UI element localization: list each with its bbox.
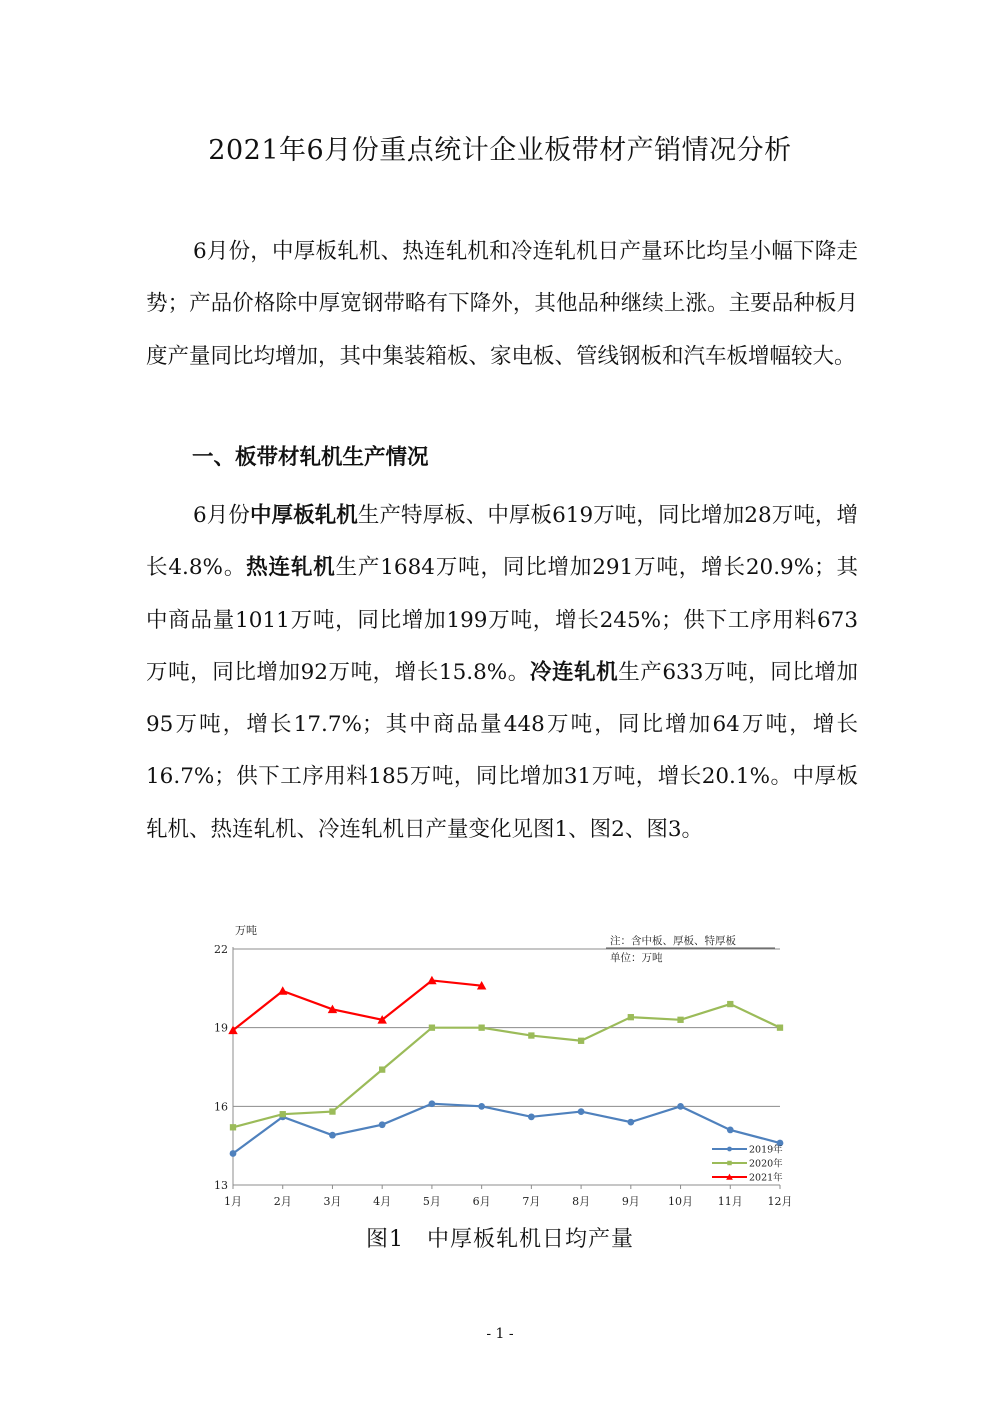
series-2019年 <box>230 1100 784 1157</box>
data-point <box>478 1025 484 1031</box>
data-point <box>478 1103 485 1110</box>
data-point <box>278 986 287 995</box>
data-point <box>628 1014 634 1020</box>
x-tick-label: 11月 <box>717 1195 743 1208</box>
data-point <box>329 1108 335 1114</box>
x-tick-label: 6月 <box>472 1195 491 1208</box>
x-tick-label: 1月 <box>224 1195 242 1208</box>
x-tick-label: 5月 <box>422 1195 441 1208</box>
data-point <box>677 1017 683 1023</box>
series-line <box>233 1104 780 1154</box>
y-tick-label: 19 <box>214 1021 228 1035</box>
data-point <box>727 1161 731 1165</box>
text-run: 生产633万吨，同比增加95万吨，增长17.7%；其中商品量448万吨，同比增加64万吨，增长16.7%；供下工序用料185万吨，同比增加31万吨，增长20.1%。中厚板轧机、热连轧机、冷连轧机日产量变化见图1、图2、图3。 <box>146 659 858 842</box>
x-tick-label: 10月 <box>668 1195 694 1208</box>
data-point <box>777 1025 783 1031</box>
data-point <box>429 1025 435 1031</box>
series-line <box>233 980 482 1030</box>
y-tick-label: 22 <box>214 943 228 956</box>
data-point <box>230 1150 237 1157</box>
data-point <box>280 1111 286 1117</box>
line-chart <box>190 920 810 1220</box>
data-point <box>727 1147 732 1152</box>
bold-term-hot-strip-mill: 热连轧机 <box>246 555 336 581</box>
data-point <box>429 1100 436 1107</box>
y-axis-label: 万吨 <box>235 924 257 937</box>
x-tick-label: 2月 <box>273 1195 292 1208</box>
data-point <box>230 1124 236 1130</box>
text-run: 生产特厚板、中厚板619万吨，同比增加28万吨，增长4.8%。 <box>146 503 858 581</box>
data-point <box>578 1108 585 1115</box>
data-point <box>528 1113 535 1120</box>
data-point <box>329 1132 336 1139</box>
data-point <box>727 1127 734 1134</box>
figure-caption: 图1 中厚板轧机日均产量 <box>366 1227 634 1252</box>
section-heading: 一、板带材轧机生产情况 <box>192 445 429 470</box>
legend-label: 2021年 <box>749 1172 783 1184</box>
chart-note-line-2: 单位：万吨 <box>610 952 663 964</box>
series-line <box>233 1004 780 1127</box>
chart-note-line-1: 注：含中板、厚板、特厚板 <box>610 935 736 947</box>
data-point <box>379 1121 386 1128</box>
intro-paragraph: 6月份，中厚板轧机、热连轧机和冷连轧机日产量环比均呈小幅下降走势；产品价格除中厚宽钢带略有下降外，其他品种继续上涨。主要品种板月度产量同比均增加，其中集装箱板、家电板、管线钢板和汽车板增幅较大。 <box>146 239 858 369</box>
data-point <box>578 1038 584 1044</box>
data-point <box>528 1032 534 1038</box>
production-paragraph <box>146 490 858 856</box>
x-tick-label: 9月 <box>621 1195 640 1208</box>
data-point <box>379 1066 385 1072</box>
page-number: - 1 - <box>486 1326 514 1342</box>
x-tick-label: 4月 <box>373 1195 392 1208</box>
data-point <box>677 1103 684 1110</box>
x-tick-label: 8月 <box>572 1195 591 1208</box>
bold-term-medium-plate-mill: 中厚板轧机 <box>249 503 358 528</box>
y-tick-label: 13 <box>214 1179 228 1192</box>
legend-label: 2019年 <box>749 1144 783 1156</box>
series-2021年 <box>228 976 486 1034</box>
x-tick-label: 12月 <box>767 1195 793 1208</box>
x-tick-label: 7月 <box>522 1195 541 1208</box>
y-tick-label: 16 <box>214 1100 228 1114</box>
text-run: 生产1684万吨，同比增加291万吨，增长20.9%；其中商品量1011万吨，同比增加199万吨，增长245%；供下工序用料673万吨，同比增加92万吨，增长15.8%。 <box>146 555 858 685</box>
document-title: 2021年6月份重点统计企业板带材产销情况分析 <box>208 135 792 166</box>
data-point <box>727 1001 733 1007</box>
bold-term-cold-mill: 冷连轧机 <box>529 659 619 685</box>
x-tick-label: 3月 <box>323 1195 342 1208</box>
legend-label: 2020年 <box>749 1158 783 1170</box>
text-run: 6月份 <box>193 503 250 528</box>
data-point <box>627 1119 634 1126</box>
